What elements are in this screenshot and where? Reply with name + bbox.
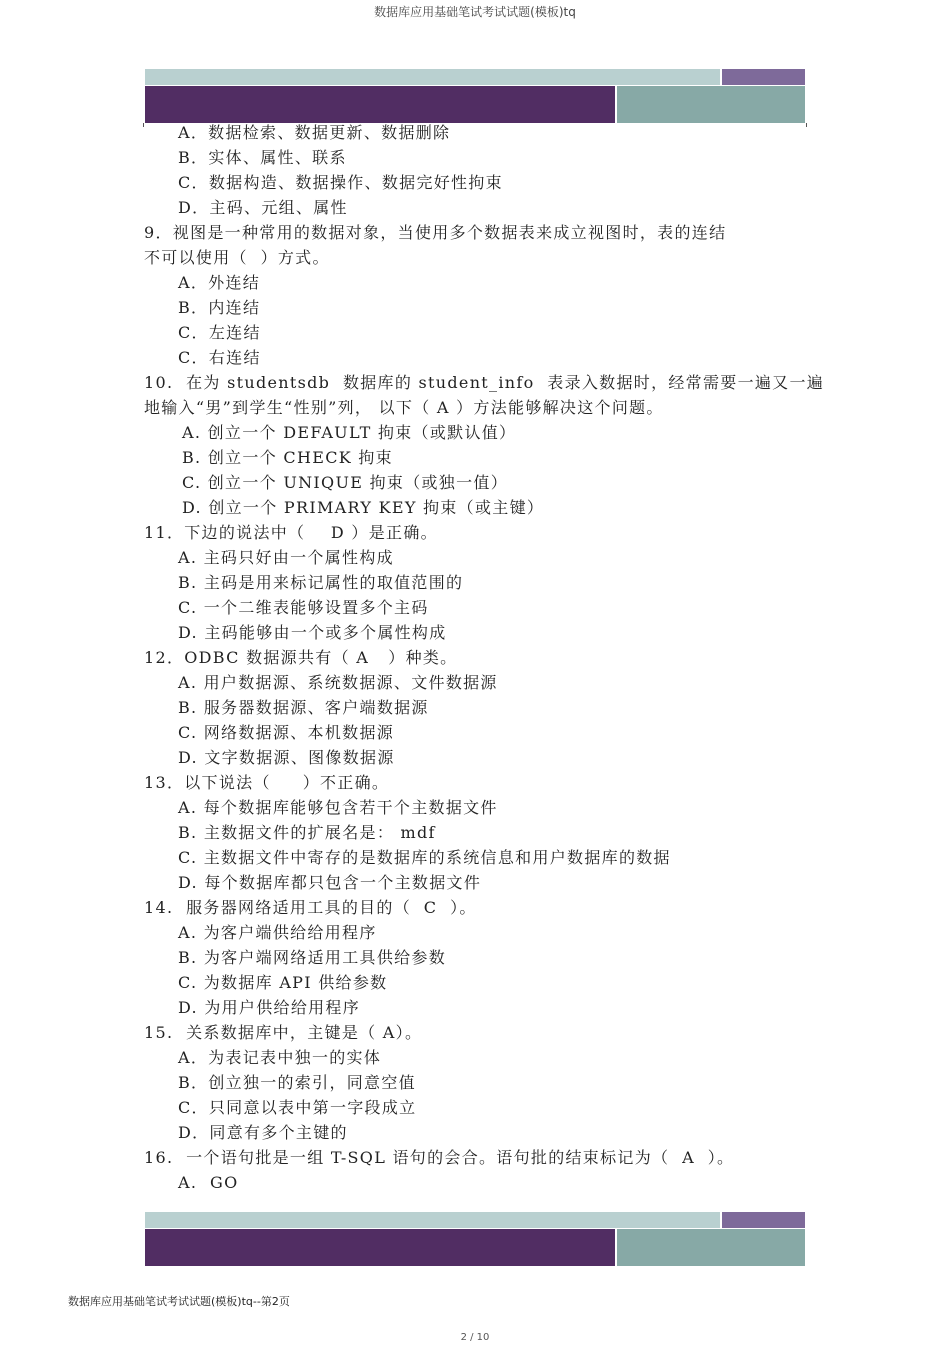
option-line: B. 为客户端网络适用工具供给参数 <box>178 948 447 967</box>
option-line: A. 创立一个 DEFAULT 拘束（或默认值） <box>182 423 517 442</box>
option-line: D. 每个数据库都只包含一个主数据文件 <box>178 873 482 892</box>
option-line: D．主码、元组、属性 <box>178 198 348 217</box>
question-line: 不可以使用（ ）方式。 <box>144 248 330 267</box>
top-decorative-band <box>145 69 805 123</box>
band-purple-bar <box>145 86 615 123</box>
option-line: D. 文字数据源、图像数据源 <box>178 748 395 767</box>
band-teal-bar <box>617 1229 805 1266</box>
option-line: C. 网络数据源、本机数据源 <box>178 723 395 742</box>
option-line: A．外连结 <box>178 273 261 292</box>
option-line: C．左连结 <box>178 323 261 342</box>
option-line: B. 主数据文件的扩展名是： mdf <box>178 823 436 842</box>
option-line: B. 服务器数据源、客户端数据源 <box>178 698 429 717</box>
option-line: C. 为数据库 API 供给参数 <box>178 973 388 992</box>
option-line: D. 主码能够由一个或多个属性构成 <box>178 623 447 642</box>
option-line: C. 创立一个 UNIQUE 拘束（或独一值） <box>182 473 509 492</box>
option-line: B. 主码是用来标记属性的取值范围的 <box>178 573 464 592</box>
question-line: 10. 在为 studentsdb 数据库的 student_info 表录入数据时，经常需要一遍又一遍 <box>144 373 825 392</box>
band-purple-bar <box>145 1229 615 1266</box>
option-line: D．同意有多个主键的 <box>178 1123 348 1142</box>
page-footer-text: 数据库应用基础笔试考试试题(模板)tq--第2页 <box>68 1295 290 1308</box>
band-teal-bar <box>617 86 805 123</box>
option-line: A. 用户数据源、系统数据源、文件数据源 <box>178 673 498 692</box>
band-light-strip <box>145 1212 720 1228</box>
option-line: A. GO <box>178 1173 239 1192</box>
question-line: 14. 服务器网络适用工具的目的（ C ）。 <box>144 898 477 917</box>
question-line: 9．视图是一种常用的数据对象，当使用多个数据表来成立视图时，表的连结 <box>144 223 727 242</box>
question-line: 12．ODBC 数据源共有（ A ）种类。 <box>144 648 458 667</box>
option-line: A．数据检索、数据更新、数据删除 <box>178 123 451 142</box>
band-violet-strip <box>722 1212 805 1228</box>
option-line: C．右连结 <box>178 348 261 367</box>
option-line: B．内连结 <box>178 298 261 317</box>
question-line: 16. 一个语句批是一组 T-SQL 语句的会合。语句批的结束标记为（ A ）。 <box>144 1148 735 1167</box>
option-line: A. 主码只好由一个属性构成 <box>178 548 394 567</box>
option-line: D. 为用户供给给用程序 <box>178 998 361 1017</box>
question-line: 地输入“男”到学生“性别”列， 以下（ A ）方法能够解决这个问题。 <box>144 398 664 417</box>
option-line: B. 创立一个 CHECK 拘束 <box>182 448 393 467</box>
option-line: A. 为客户端供给给用程序 <box>178 923 377 942</box>
document-header-title: 数据库应用基础笔试考试试题(模板)tq <box>374 5 576 19</box>
option-line: B．实体、属性、联系 <box>178 148 347 167</box>
option-line: A．为表记表中独一的实体 <box>178 1048 382 1067</box>
question-line: 15. 关系数据库中，主键是（ A）。 <box>144 1023 423 1042</box>
page-number: 2 / 10 <box>460 1332 490 1343</box>
option-line: A. 每个数据库能够包含若干个主数据文件 <box>178 798 498 817</box>
question-line: 11．下边的说法中（ D ）是正确。 <box>144 523 438 542</box>
band-light-strip <box>145 69 720 85</box>
question-content <box>144 120 824 1195</box>
band-violet-strip <box>722 69 805 85</box>
option-line: C. 主数据文件中寄存的是数据库的系统信息和用户数据库的数据 <box>178 848 671 867</box>
option-line: C. 一个二维表能够设置多个主码 <box>178 598 429 617</box>
option-line: B．创立独一的索引，同意空值 <box>178 1073 416 1092</box>
question-line: 13．以下说法（ ）不正确。 <box>144 773 390 792</box>
option-line: D. 创立一个 PRIMARY KEY 拘束（或主键） <box>182 498 545 517</box>
option-line: C．数据构造、数据操作、数据完好性拘束 <box>178 173 503 192</box>
bottom-decorative-band <box>145 1212 805 1266</box>
option-line: C．只同意以表中第一字段成立 <box>178 1098 417 1117</box>
